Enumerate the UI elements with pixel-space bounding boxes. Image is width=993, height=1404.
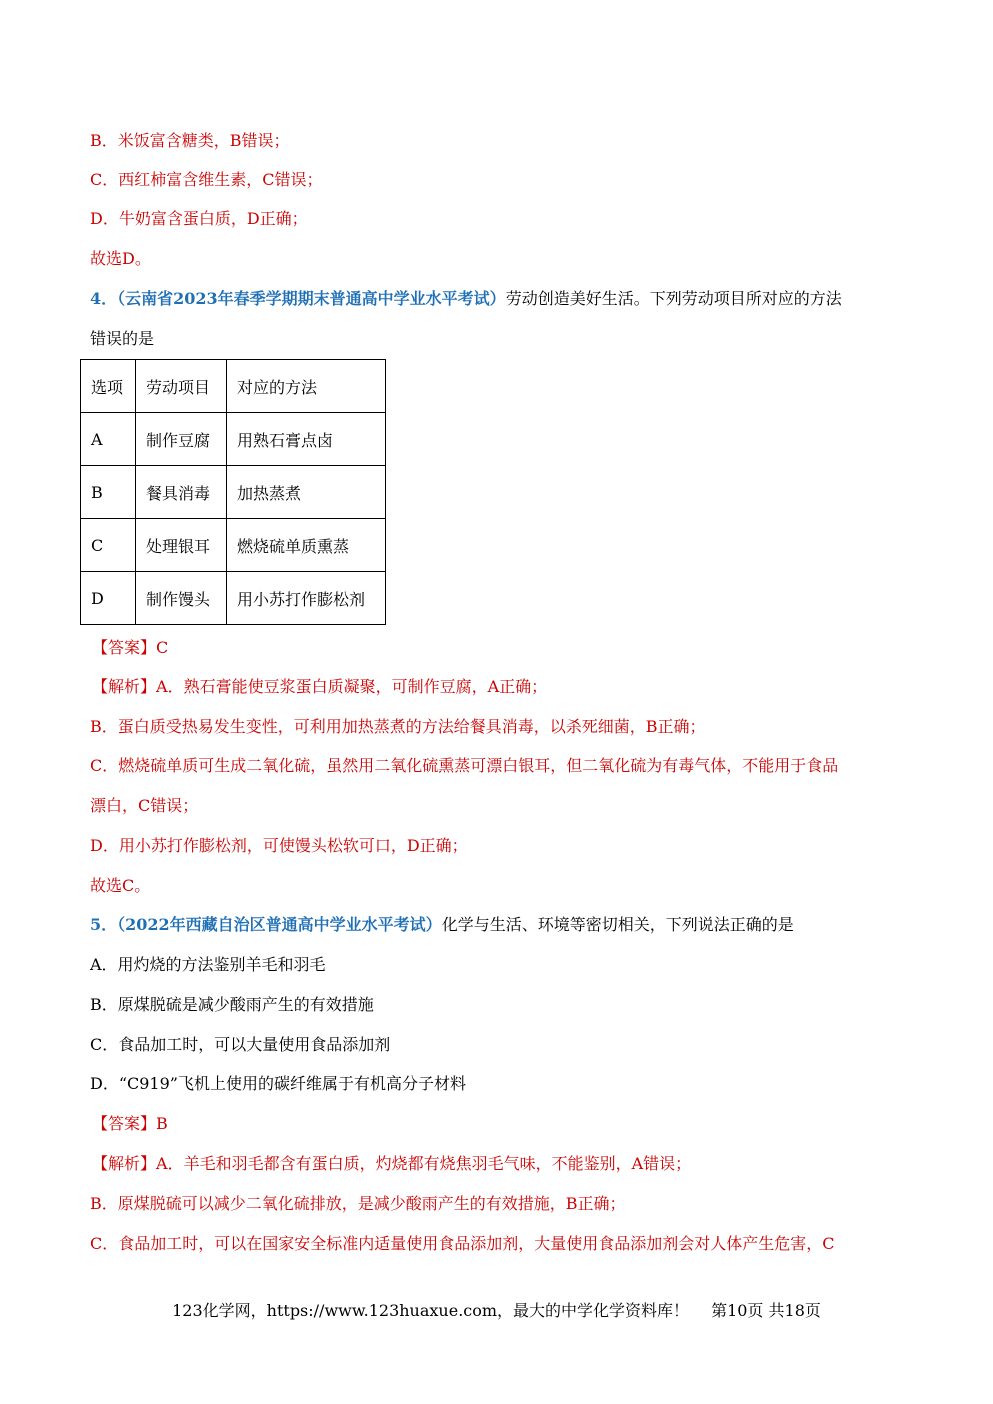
q4-stem: 劳动创造美好生活。下列劳动项目所对应的方法	[505, 289, 842, 308]
table-cell: D	[81, 572, 136, 625]
q5-analysis-c: C．食品加工时，可以在国家安全标准内适量使用食品添加剂，大量使用食品添加剂会对人体产生危害，C	[90, 1234, 835, 1253]
q4-stem-line2: 错误的是	[90, 329, 155, 348]
table-header-cell: 选项	[81, 360, 136, 413]
q5-option-d: D．“C919”飞机上使用的碳纤维属于有机高分子材料	[90, 1074, 466, 1093]
table-cell: 加热蒸煮	[227, 466, 386, 519]
q5-analysis-a	[92, 1153, 691, 1175]
table-row	[81, 519, 386, 572]
q3-analysis-d: D．牛奶富含蛋白质，D正确；	[90, 209, 308, 228]
table-header-cell: 劳动项目	[136, 360, 227, 413]
table-cell: 用熟石膏点卤	[227, 413, 386, 466]
q4-options-table	[80, 359, 386, 625]
analysis-tag: 【解析】	[92, 1154, 157, 1173]
table-cell: 制作豆腐	[136, 413, 227, 466]
q4-analysis-b: B．蛋白质受热易发生变性，可利用加热蒸煮的方法给餐具消毒，以杀死细菌，B正确；	[90, 717, 706, 736]
q4-source: （云南省2023年春季学期期末普通高中学业水平考试）	[117, 289, 506, 308]
q5-option-b: B．原煤脱硫是减少酸雨产生的有效措施	[90, 995, 374, 1014]
footer-page-number: 第10页 共18页	[711, 1301, 821, 1320]
analysis-tag: 【解析】	[92, 677, 157, 696]
answer-value: B	[156, 1114, 168, 1133]
q5-stem-line	[90, 914, 794, 936]
table-cell: 制作馒头	[136, 572, 227, 625]
q5-stem: 化学与生活、环境等密切相关，下列说法正确的是	[441, 915, 794, 934]
q4-pick: 故选C。	[90, 876, 151, 895]
q3-analysis-c: C．西红柿富含维生素，C错误；	[90, 170, 323, 189]
q5-analysis-b: B．原煤脱硫可以减少二氧化硫排放，是减少酸雨产生的有效措施，B正确；	[90, 1194, 626, 1213]
q5-answer	[92, 1113, 168, 1135]
q5-source: （2022年西藏自治区普通高中学业水平考试）	[117, 915, 442, 934]
q4-number: 4．	[90, 289, 118, 308]
footer-site: 123化学网，https://www.123huaxue.com，最大的中学化学资料库！	[172, 1301, 690, 1320]
table-header-cell: 对应的方法	[227, 360, 386, 413]
table-cell: 餐具消毒	[136, 466, 227, 519]
q4-analysis-d: D．用小苏打作膨松剂，可使馒头松软可口，D正确；	[90, 836, 468, 855]
q3-analysis-b: B．米饭富含糖类，B错误；	[90, 131, 290, 150]
page-footer	[0, 1298, 993, 1321]
q5-option-a: A．用灼烧的方法鉴别羊毛和羽毛	[90, 955, 326, 974]
q5-option-c: C．食品加工时，可以大量使用食品添加剂	[90, 1035, 391, 1054]
table-cell: A	[81, 413, 136, 466]
table-cell: 用小苏打作膨松剂	[227, 572, 386, 625]
analysis-text: A．羊毛和羽毛都含有蛋白质，灼烧都有烧焦羽毛气味，不能鉴别，A错误；	[156, 1154, 692, 1173]
q4-stem-line1	[90, 288, 842, 310]
table-header-row	[81, 360, 386, 413]
table-cell: 处理银耳	[136, 519, 227, 572]
table-cell: 燃烧硫单质熏蒸	[227, 519, 386, 572]
q4-answer	[92, 637, 168, 659]
analysis-text: A．熟石膏能使豆浆蛋白质凝聚，可制作豆腐，A正确；	[156, 677, 548, 696]
q3-pick: 故选D。	[90, 249, 151, 268]
q4-analysis-c-line1: C．燃烧硫单质可生成二氧化硫，虽然用二氧化硫熏蒸可漂白银耳，但二氧化硫为有毒气体，不能用于食品	[90, 756, 839, 775]
answer-value: C	[156, 638, 169, 657]
answer-tag: 【答案】	[92, 1114, 157, 1133]
answer-tag: 【答案】	[92, 638, 157, 657]
q4-analysis-c-line2: 漂白，C错误；	[90, 796, 199, 815]
q4-analysis-a	[92, 676, 547, 698]
q5-number: 5．	[90, 915, 118, 934]
table-row	[81, 466, 386, 519]
table-row	[81, 572, 386, 625]
table-row	[81, 413, 386, 466]
table-cell: B	[81, 466, 136, 519]
table-cell: C	[81, 519, 136, 572]
